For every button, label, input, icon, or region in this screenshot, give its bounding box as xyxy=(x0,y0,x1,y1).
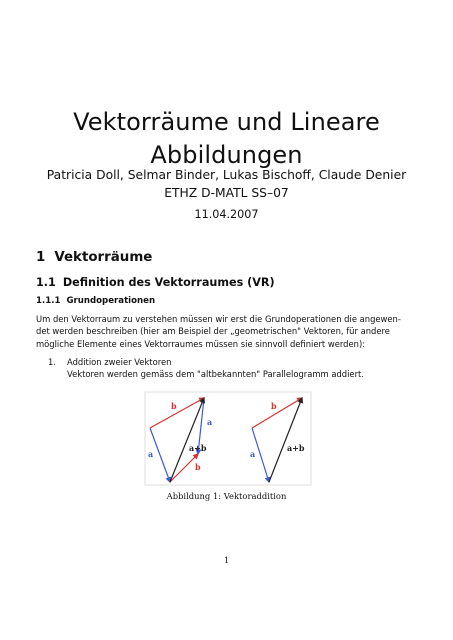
label-sum: a+b xyxy=(287,443,305,453)
paragraph-line-1: Um den Vektorraum zu verstehen müssen wir erst die Grundoperationen die angewen- xyxy=(36,314,401,324)
section-heading xyxy=(36,250,152,265)
list-item-body xyxy=(67,356,364,381)
list-item-description: Vektoren werden gemäss dem "altbekannten" Parallelogramm addiert. xyxy=(67,369,364,380)
author-block xyxy=(0,166,453,202)
label-b: b xyxy=(271,401,277,411)
subsubsection-number: 1.1.1 xyxy=(36,296,61,306)
label-a: a xyxy=(250,449,256,459)
affiliation: ETHZ D-MATL SS–07 xyxy=(164,186,289,200)
label-a-left: a xyxy=(148,449,154,459)
vector-b-bottom xyxy=(170,454,198,482)
subsection-number: 1.1 xyxy=(36,276,56,289)
paragraph-line-2: det werden beschreiben (hier am Beispiel der „geometrischen" Vektoren, für andere xyxy=(36,326,390,337)
section-title: Vektorräume xyxy=(54,250,153,265)
list-item-title: Addition zweier Vektoren xyxy=(67,357,172,367)
document-date: 11.04.2007 xyxy=(194,208,259,221)
right-triangle xyxy=(250,398,305,482)
vector-addition-diagram xyxy=(144,391,312,486)
section-number: 1 xyxy=(36,250,46,265)
intro-paragraph xyxy=(36,313,418,350)
vector-b-top xyxy=(150,398,204,428)
vector-b xyxy=(252,398,302,428)
list-item-marker: 1. xyxy=(48,357,56,367)
subsection-heading xyxy=(36,276,275,289)
subsubsection-heading xyxy=(36,296,155,306)
title-line-1: Vektorräume und Lineare xyxy=(73,108,380,136)
title-line-2: Abbildungen xyxy=(150,141,303,169)
label-b-top: b xyxy=(171,401,177,411)
subsection-title: Definition des Vektorraumes (VR) xyxy=(62,276,275,289)
figure-caption: Abbildung 1: Vektoraddition xyxy=(166,491,287,501)
page-number: 1 xyxy=(223,555,230,565)
figure-vector-addition xyxy=(144,391,312,490)
label-a-right: a xyxy=(207,417,213,427)
authors: Patricia Doll, Selmar Binder, Lukas Bischoff, Claude Denier xyxy=(46,168,407,182)
label-sum: a+b xyxy=(189,443,207,453)
label-b-bottom: b xyxy=(195,462,201,472)
subsubsection-title: Grundoperationen xyxy=(66,296,156,306)
left-parallelogram xyxy=(148,398,212,482)
paragraph-line-3: mögliche Elemente eines Vektorraumes müssen sie sinnvoll definiert werden): xyxy=(36,338,366,349)
document-title xyxy=(0,106,453,172)
